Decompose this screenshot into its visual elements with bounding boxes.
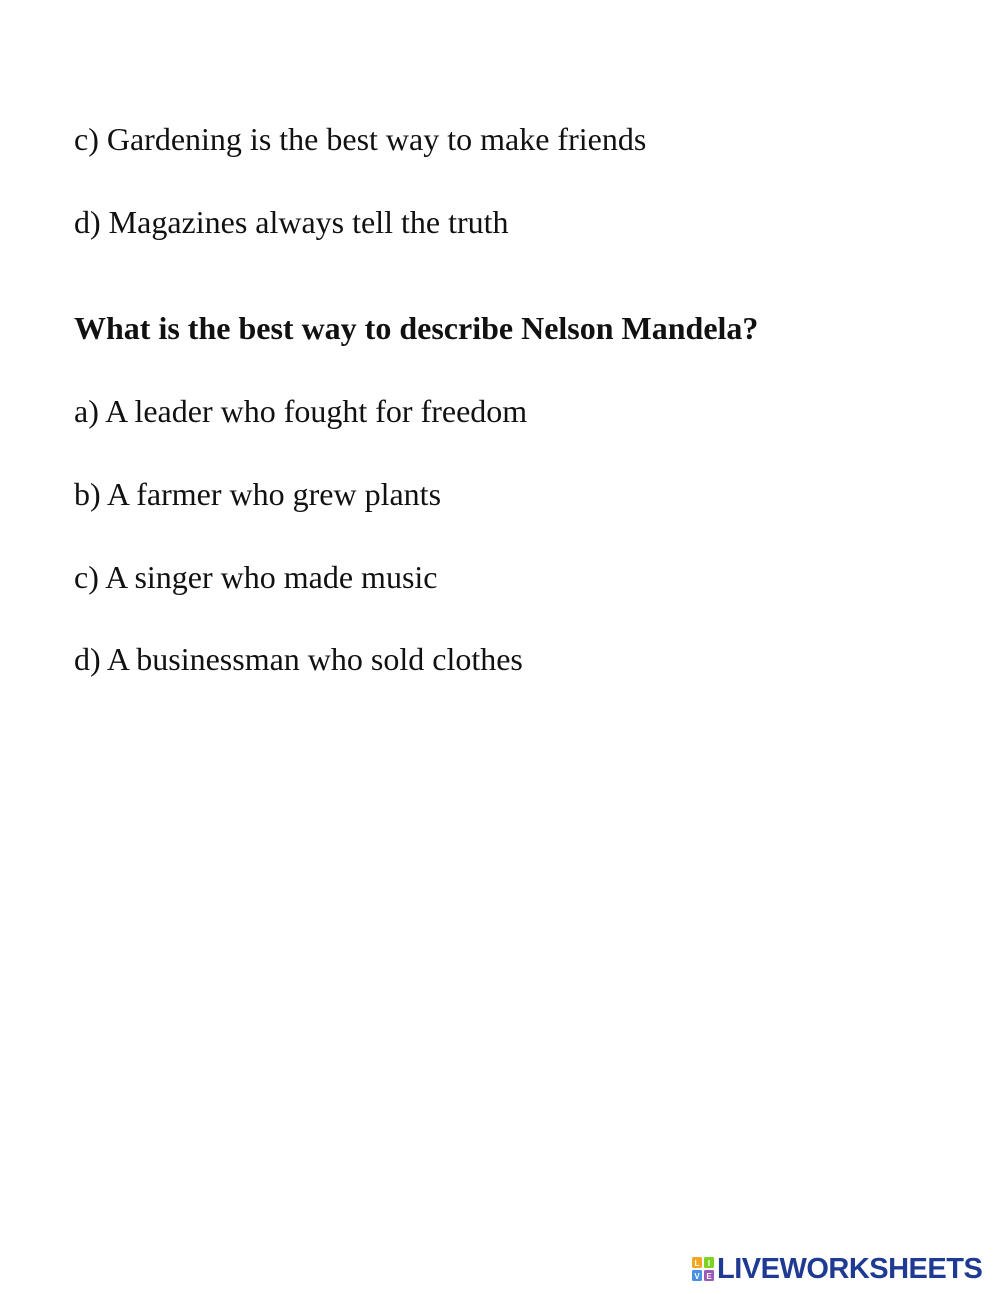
answer-option-b: b) A farmer who grew plants xyxy=(74,476,442,512)
answer-option-d-previous: d) Magazines always tell the truth xyxy=(74,204,509,240)
svg-text:I: I xyxy=(707,1259,711,1268)
svg-text:V: V xyxy=(694,1272,700,1281)
brand-name: LIVEWORKSHEETS xyxy=(717,1253,983,1285)
answer-option-c-previous: c) Gardening is the best way to make friends xyxy=(74,121,647,157)
svg-text:E: E xyxy=(706,1272,712,1281)
liveworksheets-branding xyxy=(692,1252,982,1286)
liveworksheets-logo-icon xyxy=(692,1257,714,1281)
answer-option-a: a) A leader who fought for freedom xyxy=(74,393,528,429)
answer-option-c: c) A singer who made music xyxy=(74,559,438,595)
svg-text:L: L xyxy=(694,1259,700,1268)
answer-option-d: d) A businessman who sold clothes xyxy=(74,641,523,677)
question-title: What is the best way to describe Nelson Mandela? xyxy=(74,310,759,346)
